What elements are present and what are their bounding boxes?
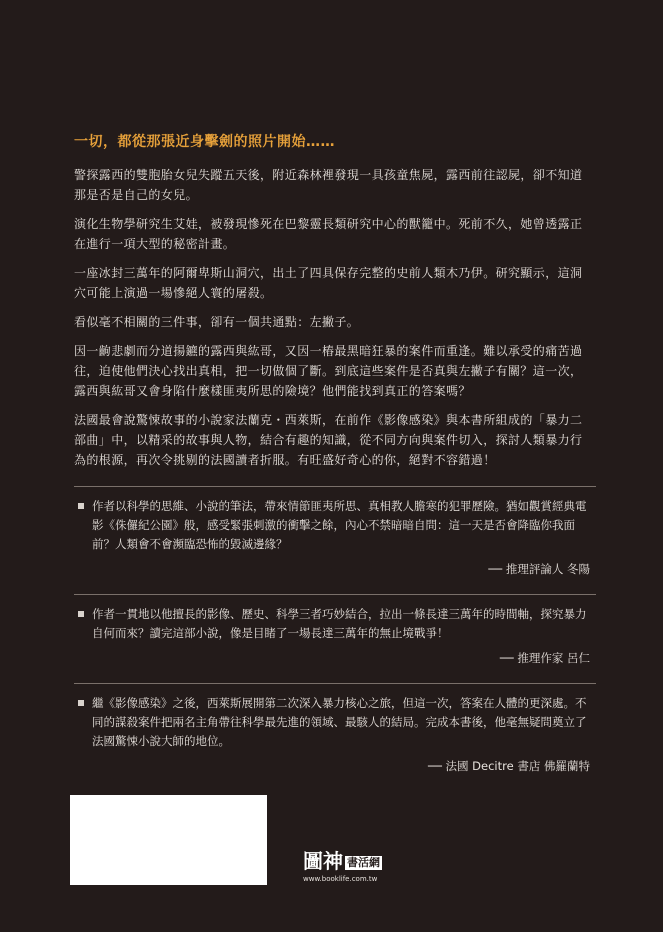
barcode-placeholder xyxy=(70,795,267,885)
endorsement xyxy=(74,486,596,591)
endorsement-text: 繼《影像感染》之後，西萊斯展開第二次深入暴力核心之旅，但這一次，答案在人體的更深處。不同的謀殺案件把兩名主角帶往科學最先進的領域、最駭人的結局。完成本書後，他毫無疑問奠立了法國驚悚小說大師的地位。 xyxy=(92,696,587,748)
endorsement xyxy=(74,683,596,788)
square-bullet-icon xyxy=(78,503,84,509)
synopsis-paragraph: 看似毫不相關的三件事，卻有一個共通點：左撇子。 xyxy=(74,315,360,329)
square-bullet-icon xyxy=(78,700,84,706)
endorsement-attribution: ── 推理作家 呂仁 xyxy=(499,651,590,665)
synopsis-paragraph: 演化生物學研究生艾娃，被發現慘死在巴黎靈長類研究中心的獸籠中。死前不久，她曾透露正在進行一項大型的秘密計畫。 xyxy=(74,217,583,251)
headline: 一切，都從那張近身擊劍的照片開始…… xyxy=(74,134,335,150)
synopsis-paragraph: 因一齣悲劇而分道揚鑣的露西與紘哥，又因一樁最黑暗狂暴的案件而重逢。難以承受的痛苦過往，迫使他們決心找出真相，把一切做個了斷。到底這些案件是否真與左撇子有關？這一次，露西與紘哥又會身陷什麼樣匪夷所思的險境？他們能找到真正的答案嗎？ xyxy=(74,344,583,398)
logo-mark xyxy=(303,848,397,874)
synopsis-paragraph: 法國最會說驚悚故事的小說家法蘭克・西萊斯，在前作《影像感染》與本書所組成的「暴力二部曲」中，以精采的故事與人物，結合有趣的知識，從不同方向與案件切入，探討人類暴力行為的根源，再次令挑剔的法國讀者折服。有旺盛好奇心的你，絕對不容錯過！ xyxy=(74,413,583,467)
synopsis-paragraph: 警探露西的雙胞胎女兒失蹤五天後，附近森林裡發現一具孩童焦屍，露西前往認屍，卻不知道那是否是自己的女兒。 xyxy=(74,168,583,202)
endorsement xyxy=(74,594,596,680)
square-bullet-icon xyxy=(78,611,84,617)
endorsement-text: 作者以科學的思維、小說的筆法，帶來情節匪夷所思、真相教人膽寒的犯罪歷險。猶如觀賞經典電影《侏儸紀公園》般，感受緊張刺激的衝擊之餘，內心不禁暗暗自問：這一天是否會降臨你我面前？人類會不會瀕臨恐怖的毀滅邊緣？ xyxy=(92,499,587,551)
endorsement-attribution: ── 推理評論人 冬陽 xyxy=(488,562,590,576)
logo-main-text: 圖神 xyxy=(303,849,343,873)
endorsement-text: 作者一貫地以他擅長的影像、歷史、科學三者巧妙結合，拉出一條長達三萬年的時間軸，探究暴力自何而來？讀完這部小說，像是目睹了一場長達三萬年的無止境戰爭！ xyxy=(92,607,587,640)
publisher-logo xyxy=(303,848,397,884)
synopsis xyxy=(74,165,594,479)
endorsements xyxy=(74,486,596,791)
logo-sub-text: 書活網 xyxy=(347,855,380,869)
synopsis-paragraph: 一座冰封三萬年的阿爾卑斯山洞穴，出土了四具保存完整的史前人類木乃伊。研究顯示，這洞穴可能上演過一場慘絕人寰的屠殺。 xyxy=(74,266,583,300)
endorsement-attribution: ── 法國 Decitre 書店 佛羅蘭特 xyxy=(428,759,590,773)
logo-url: www.booklife.com.tw xyxy=(303,875,378,883)
